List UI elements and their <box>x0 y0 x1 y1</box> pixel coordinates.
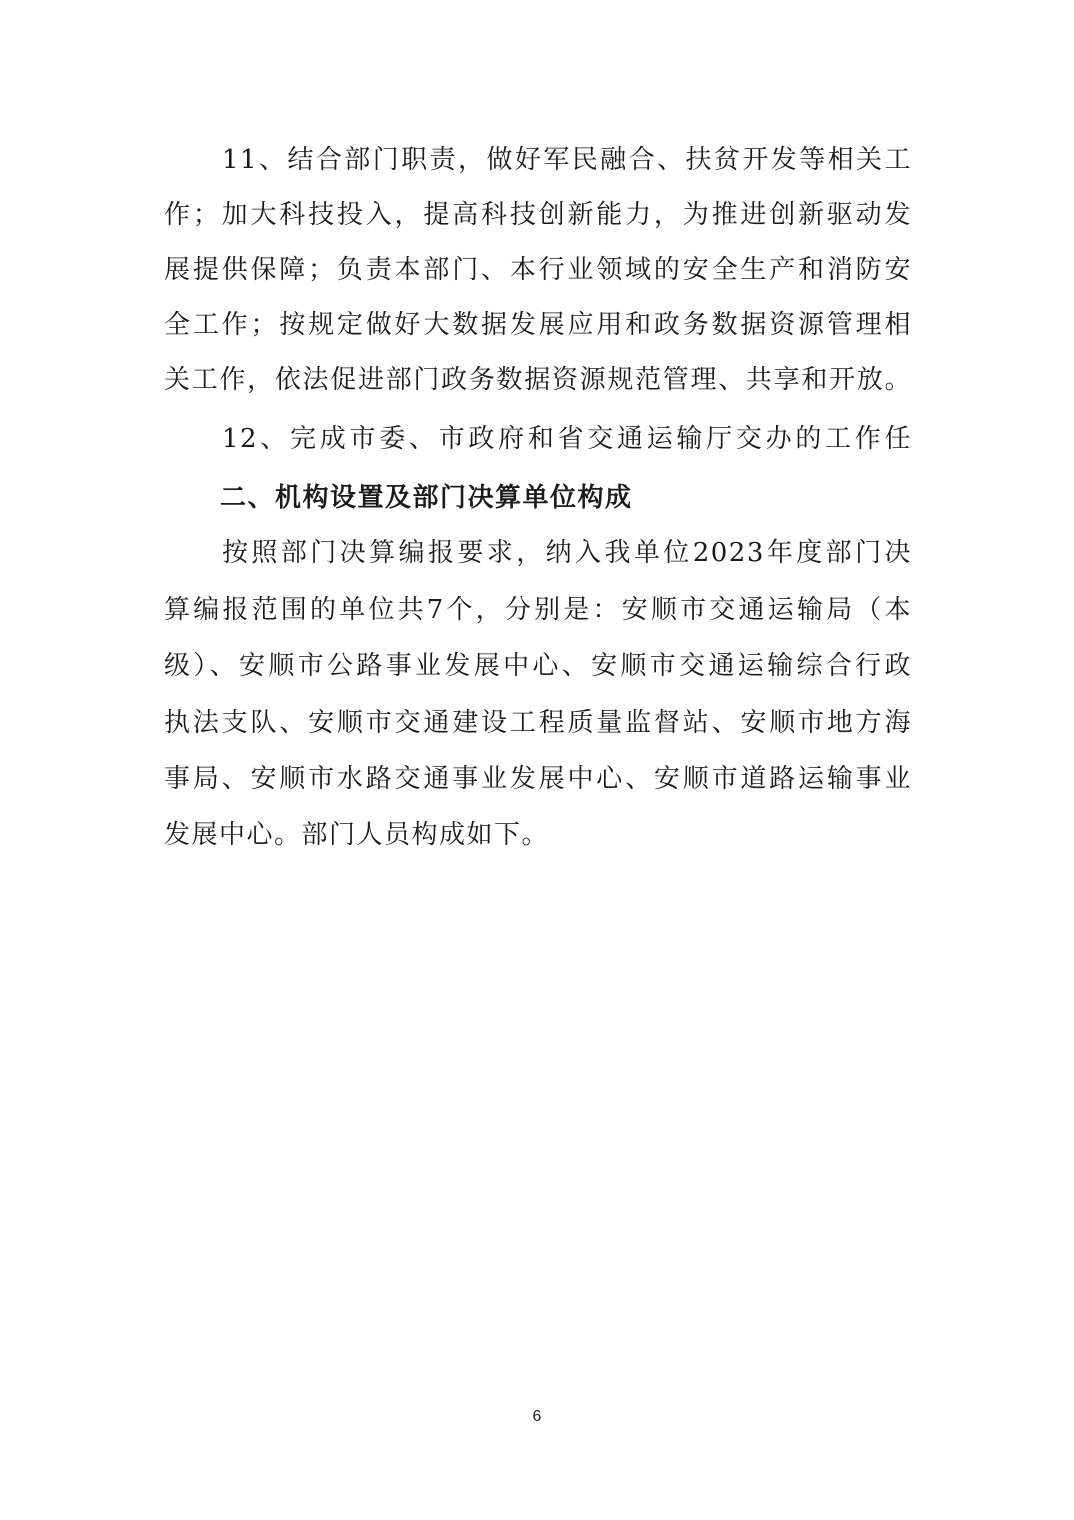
page-number: 6 <box>532 1408 542 1425</box>
paragraph-units-line-3: 级）、安顺市公路事业发展中心、安顺市交通运输综合行政 <box>164 651 912 681</box>
section-heading: 二、机构设置及部门决算单位构成 <box>220 483 633 513</box>
paragraph-units-line-6: 发展中心。部门人员构成如下。 <box>164 820 550 850</box>
paragraph-11-line-5: 关工作，依法促进部门政务数据资源规范管理、共享和开放。 <box>164 365 912 395</box>
paragraph-units-line-5: 事局、安顺市水路交通事业发展中心、安顺市道路运输事业 <box>164 764 912 794</box>
paragraph-units-line-2: 算编报范围的单位共7个，分别是：安顺市交通运输局（本 <box>164 595 912 625</box>
paragraph-units-line-4: 执法支队、安顺市交通建设工程质量监督站、安顺市地方海 <box>164 708 912 738</box>
paragraph-11-line-1: 11、结合部门职责，做好军民融合、扶贫开发等相关工 <box>222 145 912 175</box>
paragraph-11-line-3: 展提供保障；负责本部门、本行业领域的安全生产和消防安 <box>164 255 912 285</box>
paragraph-12-line-1: 12、完成市委、市政府和省交通运输厅交办的工作任 <box>222 424 912 454</box>
paragraph-units-line-1: 按照部门决算编报要求，纳入我单位2023年度部门决 <box>222 538 912 568</box>
paragraph-11-line-4: 全工作；按规定做好大数据发展应用和政务数据资源管理相 <box>164 310 912 340</box>
paragraph-11-line-2: 作；加大科技投入，提高科技创新能力，为推进创新驱动发 <box>164 200 912 230</box>
